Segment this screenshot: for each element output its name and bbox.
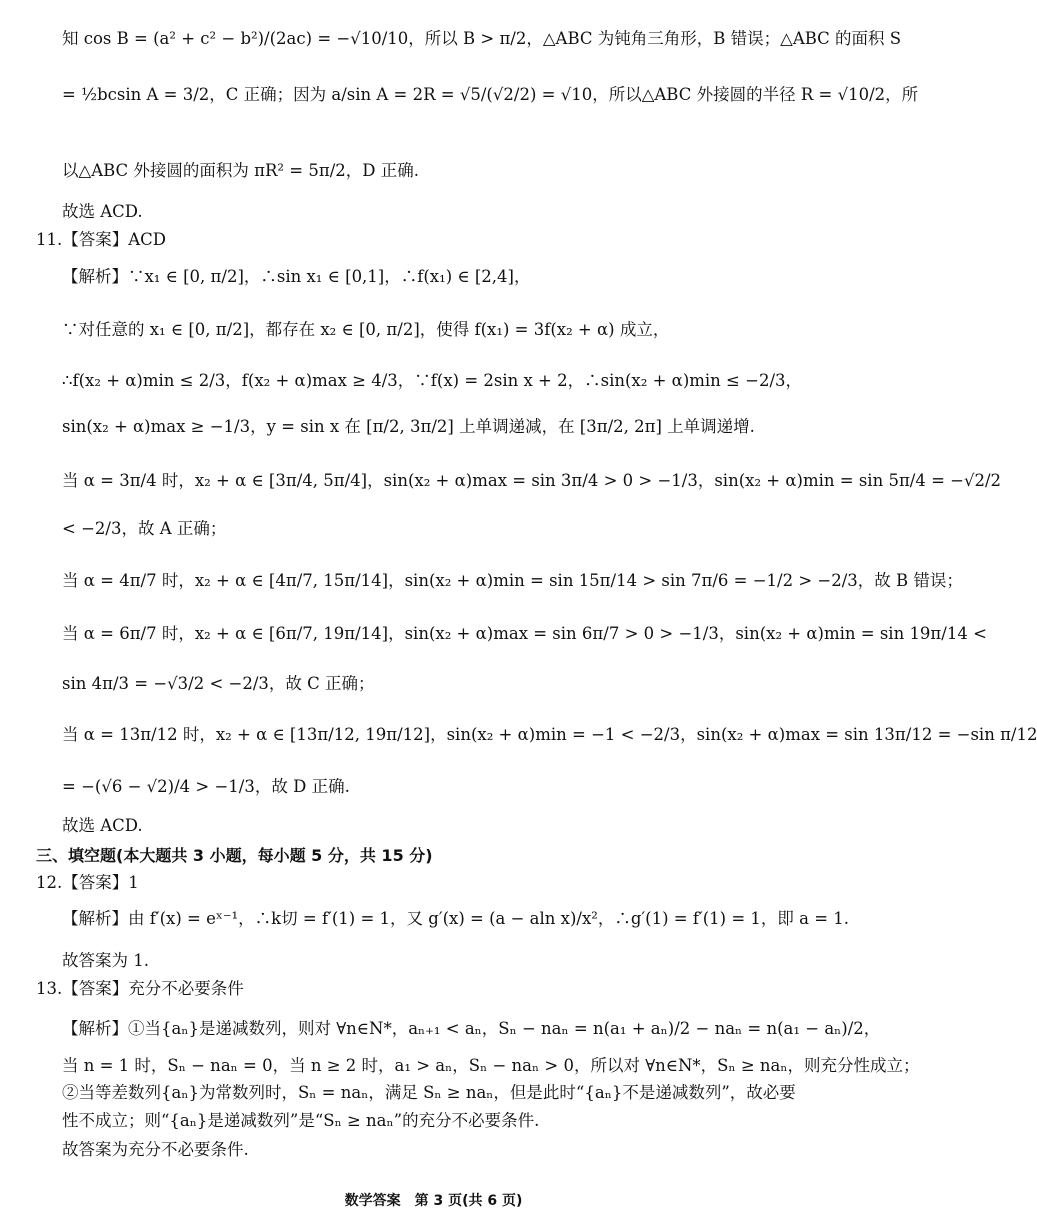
text-line: = −(√6 − √2)/4 > −1/3，故 D 正确. bbox=[62, 777, 350, 796]
text-line: 故选 ACD. bbox=[62, 202, 143, 221]
text-line: 性不成立；则“{aₙ}是递减数列”是“Sₙ ≥ naₙ”的充分不必要条件. bbox=[62, 1111, 540, 1130]
text-line: sin 4π/3 = −√3/2 < −2/3，故 C 正确； bbox=[62, 674, 375, 693]
page-footer: 数学答案 第 3 页(共 6 页) bbox=[344, 1193, 523, 1209]
text-line: 故答案为充分不必要条件. bbox=[62, 1140, 249, 1159]
text-line: 当 α = 4π/7 时，x₂ + α ∈ [4π/7, 15π/14]，sin(x₂ + α)min = sin 15π/14 > sin 7π/6 = −1/2 > −2/3，故 B 错误； bbox=[62, 571, 963, 590]
text-line: ∴f(x₂ + α)min ≤ 2/3，f(x₂ + α)max ≥ 4/3，∵f(x) = 2sin x + 2，∴sin(x₂ + α)min ≤ −2/3， bbox=[62, 371, 802, 390]
text-line: < −2/3，故 A 正确； bbox=[62, 519, 227, 538]
text-line: 知 cos B = (a² + c² − b²)/(2ac) = −√10/10，所以 B > π/2，△ABC 为钝角三角形，B 错误；△ABC 的面积 S bbox=[62, 29, 902, 48]
section-heading: 三、填空题(本大题共 3 小题，每小题 5 分，共 15 分) bbox=[36, 846, 433, 865]
text-line: 故答案为 1. bbox=[62, 951, 149, 970]
text-line: 【解析】∵x₁ ∈ [0, π/2]，∴sin x₁ ∈ [0,1]，∴f(x₁) ∈ [2,4]， bbox=[62, 267, 531, 286]
text-line: 以△ABC 外接圆的面积为 πR² = 5π/2，D 正确. bbox=[62, 161, 419, 180]
text-line: sin(x₂ + α)max ≥ −1/3，y = sin x 在 [π/2, 3π/2] 上单调递减，在 [3π/2, 2π] 上单调递增. bbox=[62, 417, 755, 436]
text-line: ∵对任意的 x₁ ∈ [0, π/2]，都存在 x₂ ∈ [0, π/2]，使得 f(x₁) = 3f(x₂ + α) 成立， bbox=[62, 320, 670, 339]
question-heading: 13.【答案】充分不必要条件 bbox=[36, 979, 244, 998]
question-heading: 11.【答案】ACD bbox=[36, 230, 167, 249]
text-line: 【解析】①当{aₙ}是递减数列，则对 ∀n∈N*，aₙ₊₁ < aₙ，Sₙ − naₙ = n(a₁ + aₙ)/2 − naₙ = n(a₁ − aₙ)/2， bbox=[62, 1019, 881, 1038]
text-line: ②当等差数列{aₙ}为常数列时，Sₙ = naₙ，满足 Sₙ ≥ naₙ，但是此时“{aₙ}不是递减数列”，故必要 bbox=[62, 1083, 796, 1102]
question-heading: 12.【答案】1 bbox=[36, 873, 139, 892]
text-line: 故选 ACD. bbox=[62, 816, 143, 835]
text-line: 当 α = 13π/12 时，x₂ + α ∈ [13π/12, 19π/12]，sin(x₂ + α)min = −1 < −2/3，sin(x₂ + α)max = sin 13π/12 = −sin π/12 bbox=[62, 725, 1037, 744]
text-line: 【解析】由 f′(x) = eˣ⁻¹，∴k切 = f′(1) = 1，又 g′(x) = (a − aln x)/x²，∴g′(1) = f′(1) = 1，即 a = 1. bbox=[62, 909, 850, 928]
text-line: 当 n = 1 时，Sₙ − naₙ = 0，当 n ≥ 2 时，a₁ > aₙ，Sₙ − naₙ > 0，所以对 ∀n∈N*，Sₙ ≥ naₙ，则充分性成立； bbox=[62, 1056, 920, 1075]
text-line: 当 α = 6π/7 时，x₂ + α ∈ [6π/7, 19π/14]，sin(x₂ + α)max = sin 6π/7 > 0 > −1/3，sin(x₂ + α)min = sin 19π/14 < bbox=[62, 624, 987, 643]
text-line: 当 α = 3π/4 时，x₂ + α ∈ [3π/4, 5π/4]，sin(x₂ + α)max = sin 3π/4 > 0 > −1/3，sin(x₂ + α)min = sin 5π/4 = −√2/2 bbox=[62, 471, 1002, 490]
text-line: = ½bcsin A = 3/2，C 正确；因为 a/sin A = 2R = √5/(√2/2) = √10，所以△ABC 外接圆的半径 R = √10/2，所 bbox=[62, 85, 919, 104]
